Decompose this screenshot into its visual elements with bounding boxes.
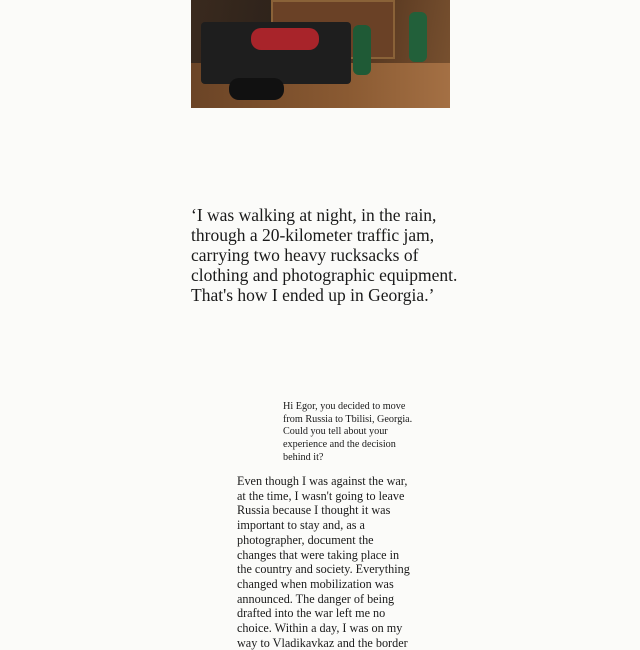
photo-leg	[353, 25, 371, 75]
interview-answer: Even though I was against the war, at the time, I wasn't going to leave Russia because I thought it was important to stay and, as a photographer, document the changes that were taking place in the country and society. Everything changed when mobilization was announced. The danger of being drafted into the war left me no choice. Within a day, I was on my way to Vladikavkaz and the border	[237, 474, 410, 650]
photo-slippers	[229, 78, 284, 100]
pull-quote: ‘I was walking at night, in the rain, through a 20-kilometer traffic jam, carrying two heavy rucksacks of clothing and photographic equipment. That's how I ended up in Georgia.’	[191, 205, 458, 305]
photo-leg	[409, 12, 427, 62]
interview-question: Hi Egor, you decided to move from Russia to Tbilisi, Georgia. Could you tell about your experience and the decision behind it?	[283, 401, 413, 463]
article-photo	[191, 0, 450, 108]
photo-guitar	[251, 28, 319, 50]
